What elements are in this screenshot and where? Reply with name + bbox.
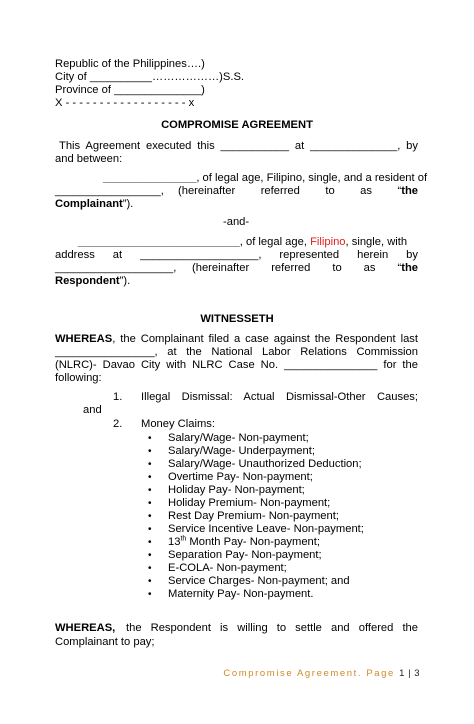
respondent-line-3 [192, 262, 418, 275]
claim-item: Rest Day Premium- Non-payment; [168, 510, 339, 522]
header-province: Province of ______________) [55, 84, 205, 96]
whereas-1-word: WHEREAS [55, 333, 113, 345]
page-footer [223, 668, 420, 679]
respondent-line-1-post: , single, with [345, 236, 408, 248]
bullet-icon: • [148, 433, 152, 444]
item-1-text: Illegal Dismissal: Actual Dismissal-Other Causes; [141, 391, 418, 403]
claim-item: Separation Pay- Non-payment; [168, 549, 322, 561]
item-2-number: 2. [113, 418, 123, 430]
complainant-hereinafter: (hereinafter referred to as “ [178, 185, 402, 197]
claim-13-suffix: th [180, 535, 187, 543]
whereas-1-line-1-text: , the Complainant filed a case against the Respondent last [112, 333, 418, 345]
bullet-icon: • [148, 511, 152, 522]
claim-item: Maternity Pay- Non-payment. [168, 588, 314, 600]
document-title: COMPROMISE AGREEMENT [161, 119, 313, 131]
bullet-icon: • [148, 498, 152, 509]
claim-item: Salary/Wage- Underpayment; [168, 445, 315, 457]
respondent-term-the: the [401, 262, 418, 274]
claim-item: Overtime Pay- Non-payment; [168, 471, 313, 483]
whereas-2-line-1: the Respondent is willing to settle and offered the [126, 622, 418, 634]
claim-item: Salary/Wage- Non-payment; [168, 432, 309, 444]
bullet-icon: • [148, 537, 152, 548]
header-separator: X - - - - - - - - - - - - - - - - - - x [55, 97, 195, 109]
and-separator: -and- [223, 216, 250, 228]
respondent-hereinafter: (hereinafter referred to as “ [192, 262, 402, 274]
bullet-icon: • [148, 459, 152, 470]
claim-item-13th-month [168, 536, 320, 549]
bullet-icon: • [148, 472, 152, 483]
bullet-icon: • [148, 524, 152, 535]
bullet-icon: • [148, 485, 152, 496]
bullet-icon: • [148, 550, 152, 561]
intro-line-2: and between: [55, 153, 123, 165]
and-word: and [83, 404, 102, 416]
whereas-1-line-2: ________________, at the National Labor Relations Commission [55, 346, 418, 358]
whereas-1-line-1 [55, 333, 418, 346]
respondent-term: Respondent [55, 275, 120, 287]
complainant-close: ”). [122, 198, 134, 210]
complainant-address-blank: _________________, [55, 185, 164, 197]
footer-label: Compromise Agreement. Page [223, 668, 395, 679]
respondent-close: ”). [119, 275, 131, 287]
bullet-icon: • [148, 563, 152, 574]
complainant-name-blank: _______________ [103, 172, 197, 184]
respondent-line-4 [55, 275, 130, 288]
item-2-text: Money Claims: [141, 418, 215, 430]
whereas-2-word: WHEREAS, [55, 622, 116, 634]
claim-13-text: Month Pay- Non-payment; [186, 536, 320, 548]
complainant-line-2 [178, 185, 418, 198]
header-republic: Republic of the Philippines….) [55, 58, 205, 70]
bullet-icon: • [148, 446, 152, 457]
item-1-number: 1. [113, 391, 123, 403]
claim-item: E-COLA- Non-payment; [168, 562, 287, 574]
claim-item: Salary/Wage- Unauthorized Deduction; [168, 458, 362, 470]
claim-13-number: 13 [168, 536, 181, 548]
intro-line-1: This Agreement executed this ___________ at ______________, by [59, 140, 418, 152]
witnesseth-heading: WITNESSETH [200, 313, 274, 325]
header-city: City of __________………………)S.S. [55, 71, 245, 83]
respondent-address-blank: ___________________, [55, 262, 177, 274]
complainant-line-1 [103, 172, 427, 185]
claim-item: Service Charges- Non-payment; and [168, 575, 350, 587]
whereas-1-line-4: following: [55, 372, 102, 384]
respondent-line-1-pre: , of legal age, [239, 236, 311, 248]
complainant-term-the: the [401, 185, 418, 197]
footer-page-number: 1 | 3 [399, 668, 420, 679]
claim-item: Holiday Pay- Non-payment; [168, 484, 305, 496]
claim-item: Holiday Premium- Non-payment; [168, 497, 331, 509]
respondent-nationality: Filipino [310, 236, 346, 248]
respondent-line-2: address at ___________________, represented herein by [55, 249, 418, 261]
bullet-icon: • [148, 576, 152, 587]
whereas-1-line-3: (NLRC)- Davao City with NLRC Case No. _______________ for the [55, 359, 418, 371]
complainant-line-1-text: , of legal age, Filipino, single, and a resident of [196, 172, 428, 184]
claim-item: Service Incentive Leave- Non-payment; [168, 523, 364, 535]
respondent-line-1 [78, 236, 407, 249]
whereas-2-line-2: Complainant to pay; [55, 636, 155, 648]
bullet-icon: • [148, 589, 152, 600]
respondent-name-blank: __________________________ [78, 236, 240, 248]
complainant-term: Complainant [55, 198, 123, 210]
complainant-line-3 [55, 198, 133, 211]
